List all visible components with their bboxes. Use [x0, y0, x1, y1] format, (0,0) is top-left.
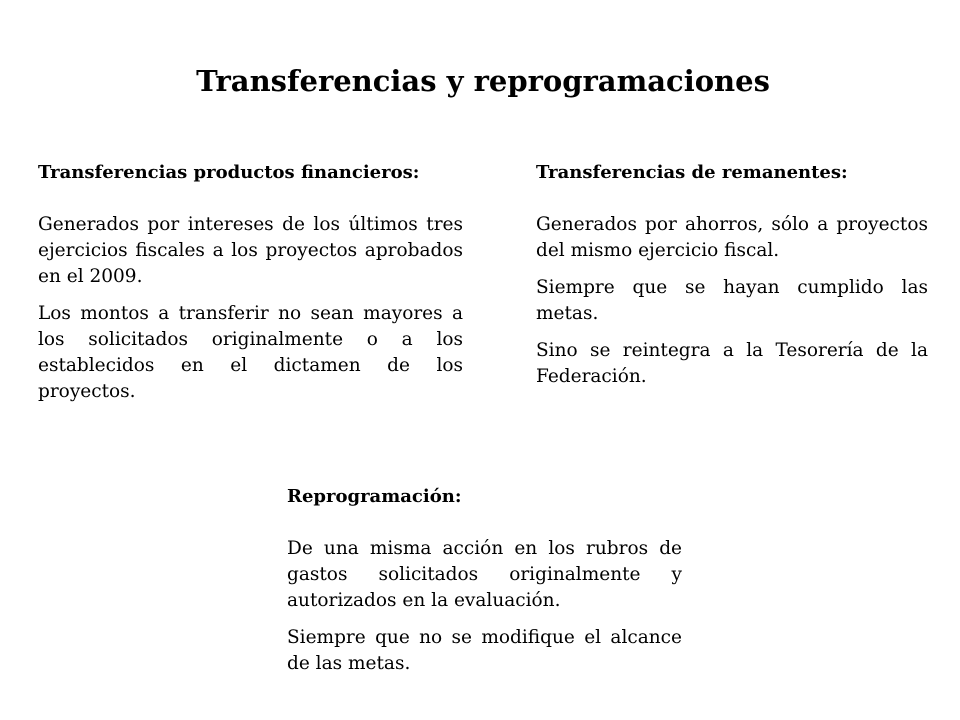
- section-heading: Transferencias productos financieros:: [38, 162, 420, 183]
- section-paragraph: Los montos a transferir no sean mayores a los solicitados originalmente o a los establecidos en el dictamen de los proyectos.: [38, 303, 463, 402]
- section-transferencias-remanentes: [536, 160, 928, 401]
- section-paragraph: Sino se reintegra a la Tesorería de la Federación.: [536, 340, 928, 387]
- section-heading: Reprogramación:: [287, 486, 462, 507]
- section-paragraph: De una misma acción en los rubros de gastos solicitados originalmente y autorizados en la evaluación.: [287, 538, 682, 611]
- section-paragraph: Generados por intereses de los últimos tres ejercicios fiscales a los proyectos aprobados en el 2009.: [38, 214, 463, 287]
- page-title: Transferencias y reprogramaciones: [196, 64, 770, 98]
- section-paragraph: Siempre que no se modifique el alcance de las metas.: [287, 627, 682, 674]
- section-reprogramacion: [287, 484, 682, 688]
- section-paragraph: Generados por ahorros, sólo a proyectos del mismo ejercicio fiscal.: [536, 214, 928, 261]
- section-paragraph: Siempre que se hayan cumplido las metas.: [536, 277, 928, 324]
- section-transferencias-productos-financieros: [38, 160, 463, 416]
- section-heading: Transferencias de remanentes:: [536, 162, 848, 183]
